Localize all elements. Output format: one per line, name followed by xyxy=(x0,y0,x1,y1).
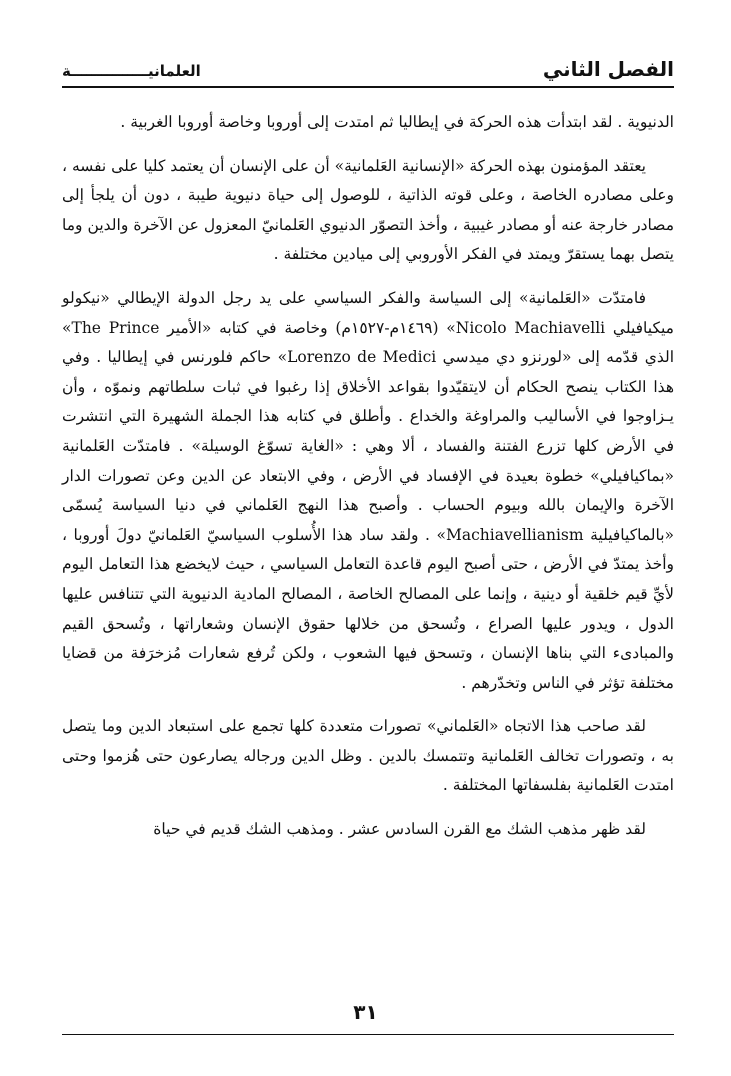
section-title: العلمانيـــــــــــــــة xyxy=(62,62,201,80)
paragraph-1: الدنيوية . لقد ابتدأت هذه الحركة في إيطاليا ثم امتدت إلى أوروبا وخاصة أوروبا الغربية . xyxy=(120,113,674,131)
paragraph-3: فامتدّت «العَلمانية» إلى السياسة والفكر السياسي على يد رجل الدولة الإيطالي «نيكولو ميكيافيلي Nicolo Machiavelli» (١٤٦٩م-١٥٢٧م) وخاصة في كتابه «الأمير The Prince» الذي قدّمه إلى «لورنزو دي ميدسي Lorenzo de Medici» حاكم فلورنس في إيطاليا . وفي هذا الكتاب ينصح الحكام أن لايتقيّدوا بقواعد الأخلاق إذا رغبوا في ثبات سلطاتهم ونموّه ، وأن يـزاوجوا في الأساليب والمراوغة والخداع . وأطلق في كتابه هذا الجملة الشهيرة التي انتشرت في الأرض كلها تزرع الفتنة والفساد ، ألا وهي : «الغاية تسوّغ الوسيلة» . فامتدّت العَلمانية «بماكيافيلي» خطوة بعيدة في الإفساد في الأرض ، وفي الابتعاد عن الدين وعن تصورات الدار الآخرة والإيمان بالله وبيوم الحساب . وأصبح هذا النهج العَلماني في دنيا السياسة يُسمّى «بالماكيافيلية Machiavellianism» . ولقد ساد هذا الأُسلوب السياسيّ العَلمانيّ دولَ أوروبا ، وأخذ يمتدّ في الأرض ، حتى أصبح اليوم قاعدة التعامل السياسي ، حيث لايخضع هذا التعامل اليوم لأيِّ قيم خلقية أو دينية ، وإنما على المصالح الخاصة ، المصالح المادية الدنيوية التي تتنافس عليها الدول ، ويدور عليها الصراع ، وتُسحق من خلالها حقوق الإنسان وشعاراتها ، وتُسحق القيم والمبادىء التي بناها الإنسان ، وتسحق فيها الشعوب ، ولكن تُرفع شعارات مُزخرَفة من قضايا مختلفة تؤثر في الناس وتخدّرهم . xyxy=(62,288,674,692)
paragraph-5: لقد ظهر مذهب الشك مع القرن السادس عشر . ومذهب الشك قديم في حياة xyxy=(153,820,646,839)
chapter-title: الفصل الثاني xyxy=(542,57,674,81)
header-divider xyxy=(62,86,674,88)
paragraph-4: لقد صاحب هذا الاتجاه «العَلماني» تصورات متعددة كلها تجمع على استبعاد الدين وما يتصل به ، وتصورات تخالف العَلمانية وتتمسك بالدين . وظل الدين ورجاله يصارعون حتى هُزموا وحتى امتدت العَلمانية بفلسفاتها المختلفة . xyxy=(62,717,674,795)
footer-divider xyxy=(62,1034,674,1035)
page-body xyxy=(62,108,674,859)
running-header xyxy=(62,48,674,82)
page-number: ٣١ xyxy=(353,1000,378,1024)
paragraph-2: يعتقد المؤمنون بهذه الحركة «الإنسانية العَلمانية» أن على الإنسان أن يعتمد كليا على نفسه ، وعلى مصادره الخاصة ، وعلى قوته الذاتية ، للوصول إلى حياة دنيوية طيبة ، دون أن يلجأ إلى مصادر خارجة عنه أو مصادر غيبية ، وأخذ التصوّر الدنيوي العَلمانيّ المعزول عن الآخرة والدين وما يتصل بهما يستقرّ ويمتد في الفكر الأوروبي إلى ميادين مختلفة . xyxy=(62,156,674,264)
